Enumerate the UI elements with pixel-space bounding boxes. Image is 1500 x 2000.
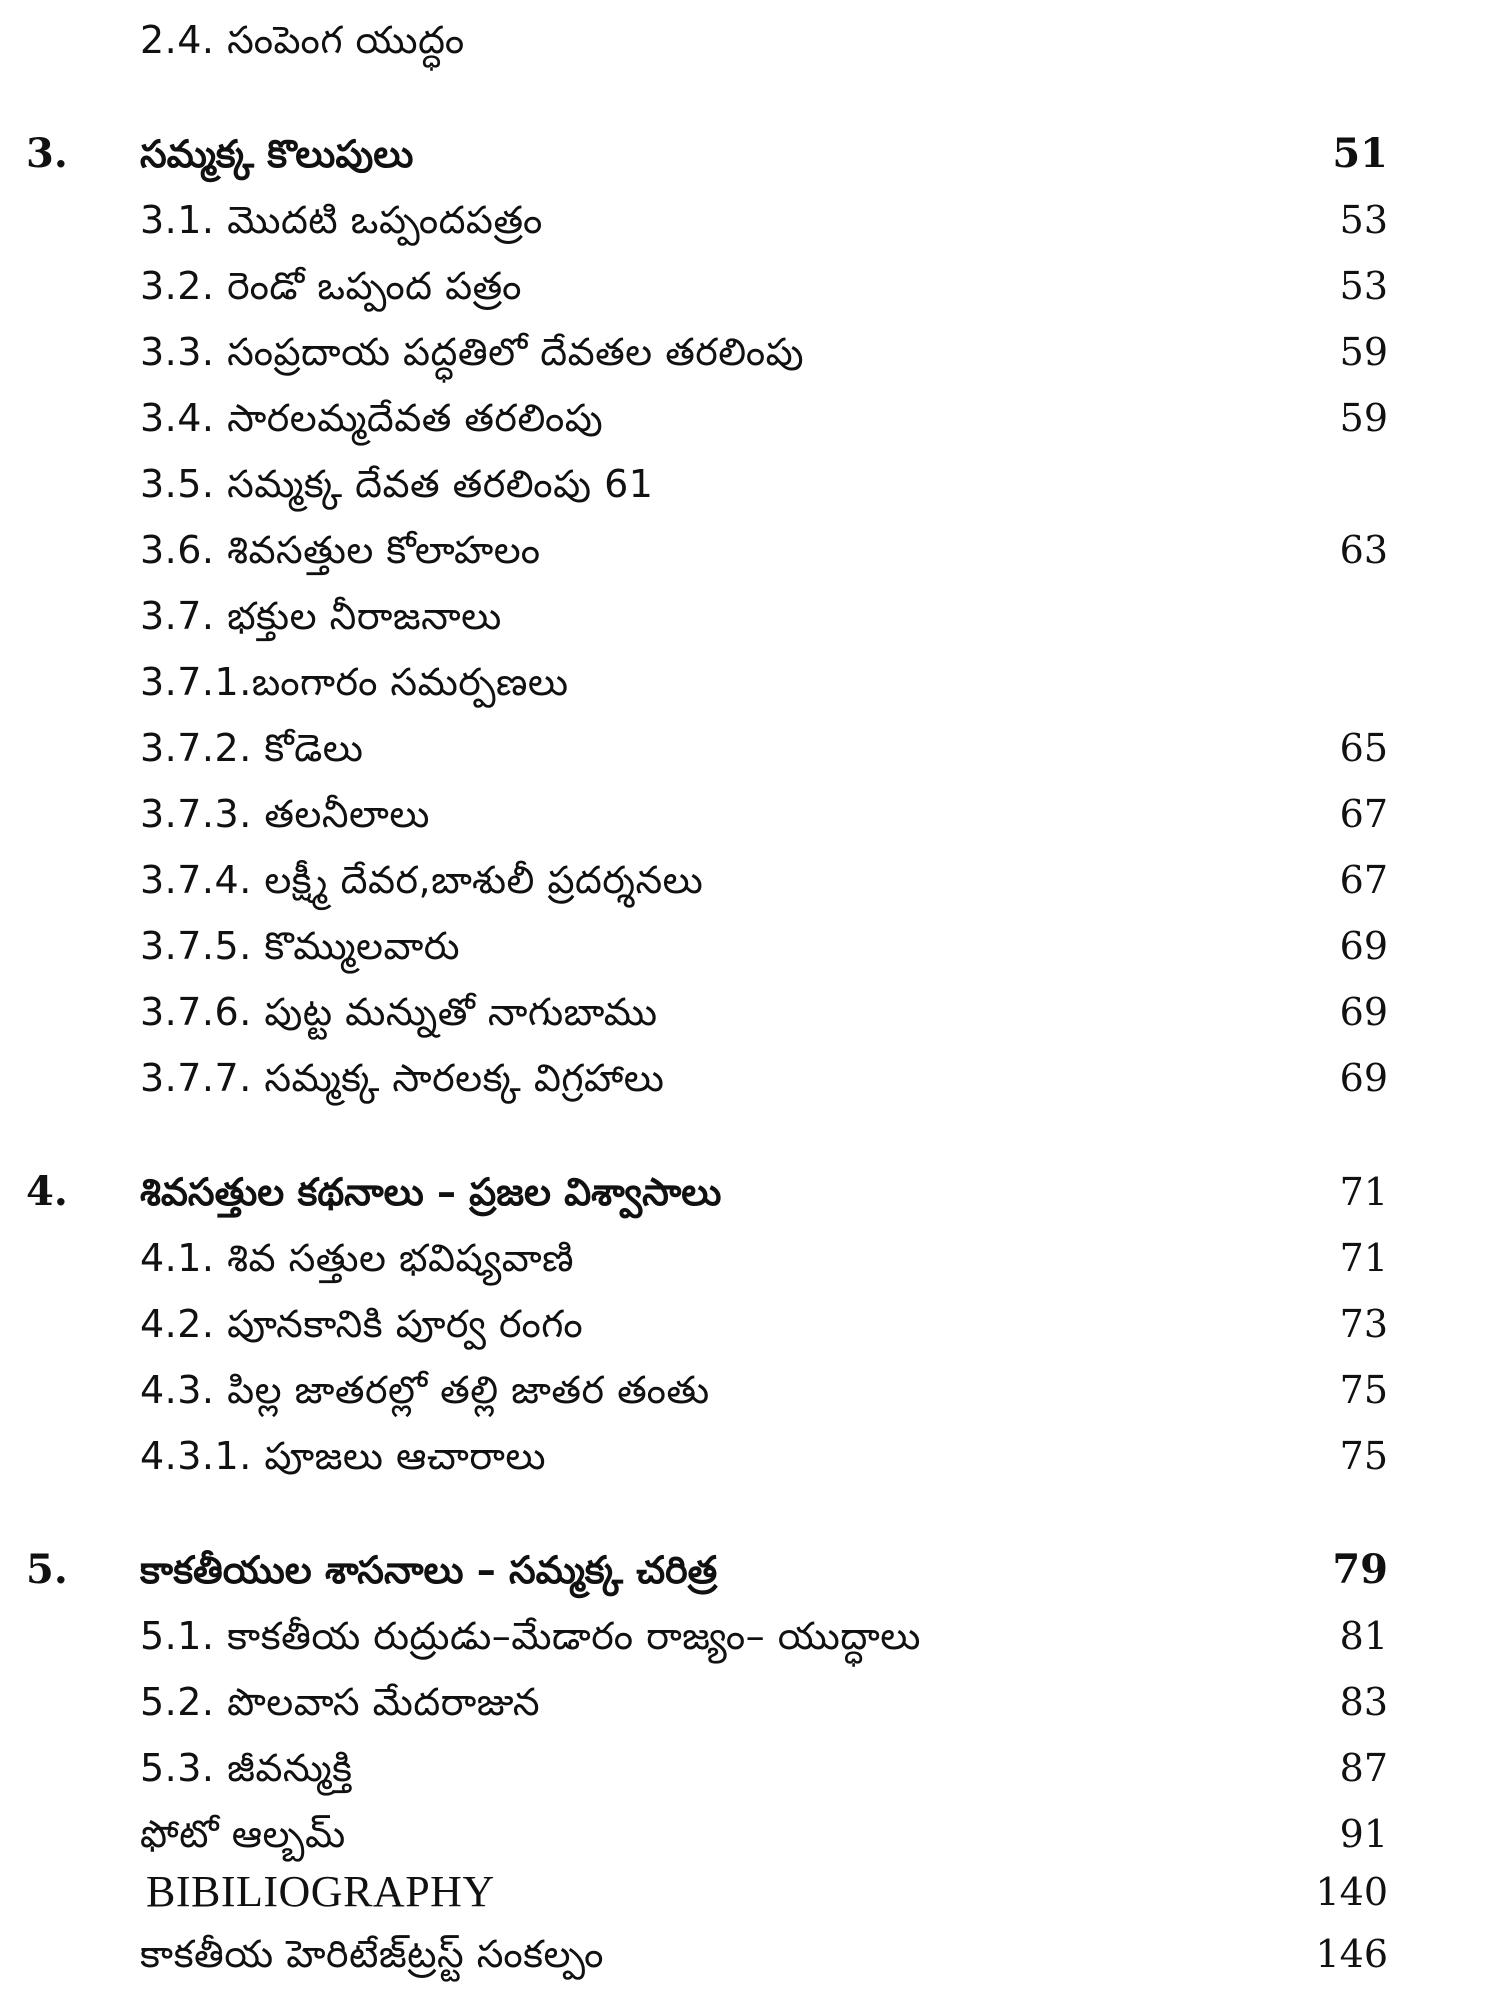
page-number: 59 bbox=[1339, 330, 1388, 374]
toc-entry-5-2 bbox=[0, 1672, 1500, 1732]
toc-entry-4-3-1 bbox=[0, 1426, 1500, 1486]
toc-entry-label: BIBILIOGRAPHY bbox=[146, 1867, 495, 1916]
chapter-title: శివసత్తుల కథనాలు – ప్రజల విశ్వాసాలు bbox=[140, 1170, 722, 1214]
toc-entry-label: 5.2. పొలవాస మేదరాజున bbox=[140, 1680, 541, 1724]
page-number: 71 bbox=[1339, 1236, 1388, 1280]
toc-entry-label: కాకతీయ హెరిటేజ్‌ట్రస్ట్ సంకల్పం bbox=[140, 1932, 604, 1976]
toc-entry-3-7-3 bbox=[0, 784, 1500, 844]
chapter-number: 4. bbox=[26, 1168, 68, 1215]
toc-entry-label: 5.1. కాకతీయ రుద్రుడు–మేడారం రాజ్యం– యుద్ధాలు bbox=[140, 1614, 921, 1658]
toc-entry-4-1 bbox=[0, 1228, 1500, 1288]
toc-entry-label: 3.5. సమ్మక్క దేవత తరలింపు 61 bbox=[140, 462, 654, 506]
toc-entry-3-6 bbox=[0, 520, 1500, 580]
toc-entry-3-7-2 bbox=[0, 718, 1500, 778]
page-number: 83 bbox=[1339, 1680, 1388, 1724]
chapter-title: సమ్మక్క కొలుపులు bbox=[140, 132, 414, 176]
page-number: 63 bbox=[1339, 528, 1388, 572]
toc-entry-label: 2.4. సంపెంగ యుద్ధం bbox=[140, 18, 465, 62]
page-number: 73 bbox=[1339, 1302, 1388, 1346]
toc-entry-label: 4.2. పూనకానికి పూర్వ రంగం bbox=[140, 1302, 584, 1346]
chapter-title: కాకతీయుల శాసనాలు – సమ్మక్క చరిత్ర bbox=[140, 1548, 718, 1592]
toc-entry-3-7 bbox=[0, 586, 1500, 646]
toc-entry-label: ఫోటో ఆల్బమ్ bbox=[140, 1812, 346, 1856]
toc-entry-label: 4.3. పిల్ల జాతరల్లో తల్లి జాతర తంతు bbox=[140, 1368, 710, 1412]
toc-entry-3-2 bbox=[0, 256, 1500, 316]
page-number: 75 bbox=[1339, 1434, 1388, 1478]
page-number: 81 bbox=[1339, 1614, 1388, 1658]
toc-entry-label: 3.7.5. కొమ్ములవారు bbox=[140, 924, 460, 968]
page-number: 69 bbox=[1339, 990, 1388, 1034]
toc-entry-label: 3.6. శివసత్తుల కోలాహలం bbox=[140, 528, 541, 572]
toc-entry-3-7-7 bbox=[0, 1048, 1500, 1108]
toc-entry-3-1 bbox=[0, 190, 1500, 250]
page-number: 87 bbox=[1339, 1746, 1388, 1790]
toc-entry-label: 3.4. సారలమ్మదేవత తరలింపు bbox=[140, 396, 604, 440]
page-number: 146 bbox=[1315, 1932, 1388, 1976]
page-number: 67 bbox=[1339, 858, 1388, 902]
page-number: 69 bbox=[1339, 1056, 1388, 1100]
toc-entry-label: 3.3. సంప్రదాయ పద్ధతిలో దేవతల తరలింపు bbox=[140, 330, 805, 374]
toc-chapter-4 bbox=[0, 1162, 1500, 1222]
toc-entry-bibliography bbox=[0, 1862, 1500, 1922]
page-number: 75 bbox=[1339, 1368, 1388, 1412]
page-number: 67 bbox=[1339, 792, 1388, 836]
toc-entry-2-4 bbox=[0, 10, 1500, 70]
page-number: 53 bbox=[1339, 264, 1388, 308]
page-number: 91 bbox=[1339, 1812, 1388, 1856]
toc-entry-label: 3.7.6. పుట్ట మన్నుతో నాగుబాము bbox=[140, 990, 658, 1034]
toc-entry-4-3 bbox=[0, 1360, 1500, 1420]
toc-entry-5-3 bbox=[0, 1738, 1500, 1798]
toc-entry-label: 3.7.2. కోడెలు bbox=[140, 726, 364, 770]
page-number: 65 bbox=[1339, 726, 1388, 770]
page-number: 71 bbox=[1339, 1170, 1388, 1214]
toc-entry-3-7-6 bbox=[0, 982, 1500, 1042]
toc-entry-label: 5.3. జీవన్ముక్తి bbox=[140, 1746, 353, 1790]
page-number: 59 bbox=[1339, 396, 1388, 440]
page-number: 79 bbox=[1332, 1546, 1388, 1593]
toc-entry-photo-album bbox=[0, 1804, 1500, 1864]
page-number: 53 bbox=[1339, 198, 1388, 242]
toc-entry-label: 3.7.7. సమ్మక్క సారలక్క విగ్రహాలు bbox=[140, 1056, 665, 1100]
toc-entry-5-1 bbox=[0, 1606, 1500, 1666]
chapter-number: 5. bbox=[26, 1546, 68, 1593]
toc-entry-3-7-1 bbox=[0, 652, 1500, 712]
toc-entry-label: 3.2. రెండో ఒప్పంద పత్రం bbox=[140, 264, 522, 308]
page-number: 69 bbox=[1339, 924, 1388, 968]
toc-entry-3-7-5 bbox=[0, 916, 1500, 976]
toc-entry-label: 3.7. భక్తుల నీరాజనాలు bbox=[140, 594, 502, 638]
toc-entry-label: 3.1. మొదటి ఒప్పందపత్రం bbox=[140, 198, 543, 242]
page-number: 51 bbox=[1332, 130, 1388, 177]
toc-entry-3-5 bbox=[0, 454, 1500, 514]
toc-entry-label: 4.3.1. పూజలు ఆచారాలు bbox=[140, 1434, 546, 1478]
toc-entry-heritage-trust bbox=[0, 1924, 1500, 1984]
toc-entry-label: 3.7.4. లక్ష్మీ దేవర,బాశులీ ప్రదర్శనలు bbox=[140, 858, 704, 902]
chapter-number: 3. bbox=[26, 130, 68, 177]
toc-entry-3-3 bbox=[0, 322, 1500, 382]
page-number: 140 bbox=[1315, 1870, 1388, 1914]
toc-chapter-5 bbox=[0, 1540, 1500, 1600]
toc-entry-3-7-4 bbox=[0, 850, 1500, 910]
toc-entry-label: 3.7.1.బంగారం సమర్పణలు bbox=[140, 660, 569, 704]
toc-chapter-3 bbox=[0, 124, 1500, 184]
toc-entry-label: 3.7.3. తలనీలాలు bbox=[140, 792, 430, 836]
toc-entry-4-2 bbox=[0, 1294, 1500, 1354]
toc-entry-3-4 bbox=[0, 388, 1500, 448]
toc-entry-label: 4.1. శివ సత్తుల భవిష్యవాణి bbox=[140, 1236, 575, 1280]
